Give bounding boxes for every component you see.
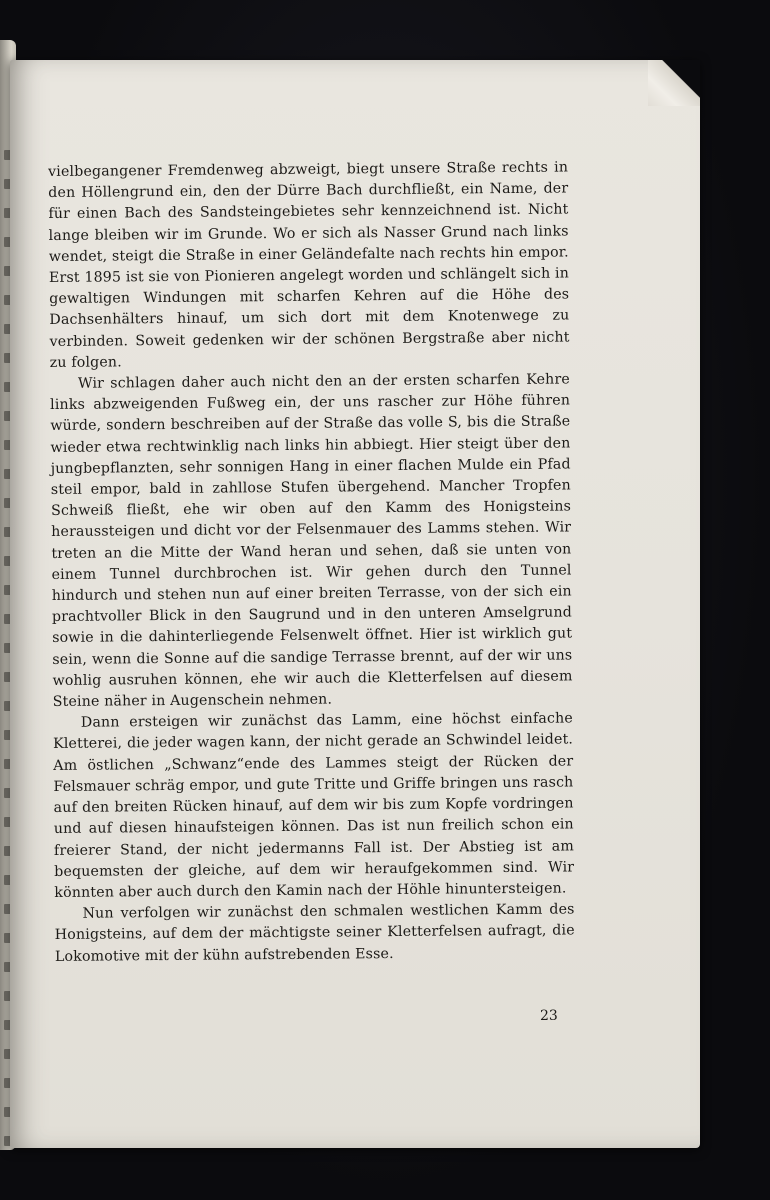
- paragraph-2: Wir schlagen daher auch nicht den an der ersten scharfen Kehre links abzweigenden Fußweg ein, der uns rascher zur Höhe führen würde, sondern beschreiben auf der Straße das volle S, bis die Straße wieder etwa rechtwinklig nach links hin abbiegt. Hier steigt über den jungbepflanzten, sehr sonnigen Hang in einer flachen Mulde ein Pfad steil empor, bald in zahllose Stufen übergehend. Mancher Tropfen Schweiß fließt, ehe wir oben auf den Kamm des Honigsteins heraussteigen und dicht vor der Felsenmauer des Lamms stehen. Wir treten an die Mitte der Wand heran und sehen, daß sie unten von einem Tunnel durchbrochen ist. Wir gehen durch den Tunnel hindurch und stehen nun auf einer breiten Terrasse, von der sich ein prachtvoller Blick in den Saugrund und in den unteren Amselgrund sowie in die dahinterliegende Felsenwelt öffnet. Hier ist wirklich gut sein, wenn die Sonne auf die sandige Terrasse brennt, auf der wir uns wohlig ausruhen können, ehe wir auch die Kletterfelsen auf diesem Steine näher in Augenschein nehmen.: [50, 371, 573, 711]
- book-page: [10, 60, 700, 1148]
- body-text: [48, 157, 575, 967]
- paragraph-3: Dann ersteigen wir zunächst das Lamm, eine höchst einfache Kletterei, die jeder wagen kann, der nicht gerade an Schwindel leidet. Am östlichen „Schwanz“ende des Lammes steigt der Rücken der Felsmauer schräg empor, und gute Tritte und Griffe bringen uns rasch auf den breiten Rücken hinauf, auf dem wir bis zum Kopfe vordringen und auf diesen hinaufsteigen können. Das ist nun freilich schon ein freierer Stand, der nicht jedermanns Fall ist. Der Abstieg ist am bequemsten der gleiche, auf dem wir heraufgekommen sind. Wir könnten aber auch durch den Kamin nach der Höhle hinuntersteigen.: [53, 710, 575, 901]
- paragraph-4: Nun verfolgen wir zunächst den schmalen westlichen Kamm des Honigsteins, auf dem der mächtigste seiner Kletterfelsen aufragt, die Lokomotive mit der kühn aufstrebenden Esse.: [54, 901, 575, 965]
- folded-corner: [648, 60, 700, 106]
- paragraph-1: vielbegangener Fremdenweg abzweigt, biegt unsere Straße rechts in den Höllengrund ein, den der Dürre Bach durchfließt, ein Name, der für einen Bach des Sandsteingebietes sehr kennzeichnend ist. Nicht lange bleiben wir im Grunde. Wo er sich als Nasser Grund nach links wendet, steigt die Straße in einer Geländefalte nach rechts hin empor. Erst 1895 ist sie von Pionieren angelegt worden und schlängelt sich in gewaltigen Windungen mit scharfen Kehren auf die Höhe des Dachsenhälters hinauf, um sich dort mit dem Knotenwege zu verbinden. Soweit gedenken wir der schönen Bergstraße aber nicht zu folgen.: [48, 159, 570, 371]
- page-number: 23: [540, 1008, 558, 1024]
